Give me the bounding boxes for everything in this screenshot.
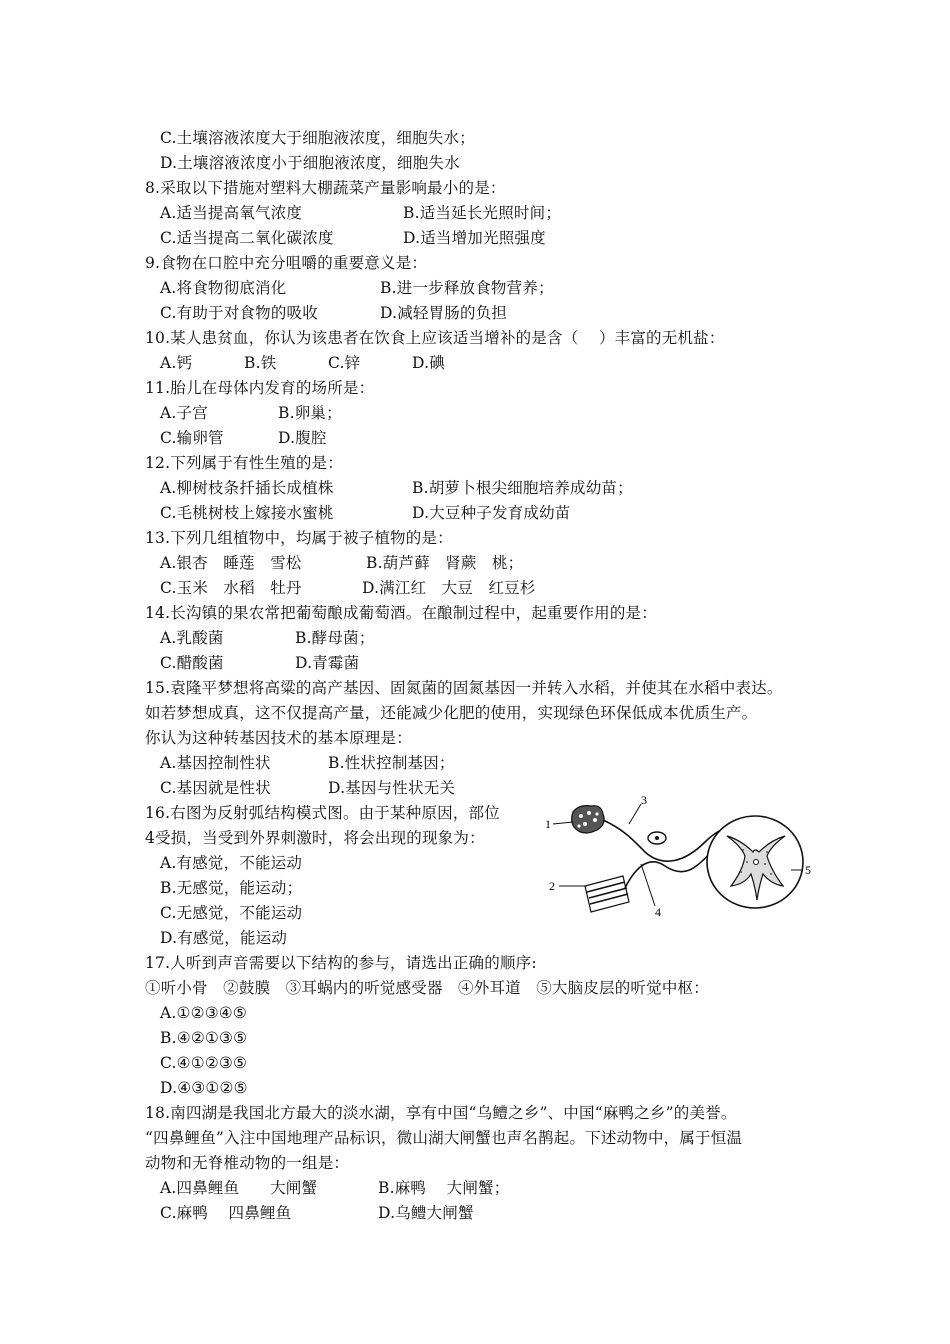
receptor-structure [572, 806, 604, 833]
q7-option-d: D.土壤溶液浓度小于细胞液浓度，细胞失水 [160, 154, 460, 172]
q15-option-a: A.基因控制性状 [160, 754, 271, 772]
q11-option-a: A.子宫 [160, 404, 208, 422]
q8-option-c: C.适当提高二氧化碳浓度 [160, 229, 334, 247]
q17-option-a: A.①②③④⑤ [160, 1004, 247, 1022]
q8-option-d: D.适当增加光照强度 [403, 229, 546, 247]
q13-option-d: D.满江红 大豆 红豆杉 [362, 579, 536, 597]
q9-option-a: A.将食物彻底消化 [160, 279, 287, 297]
q15-stem-line3: 你认为这种转基因技术的基本原理是： [145, 729, 412, 747]
q10-option-d: D.碘 [412, 354, 445, 372]
q13-option-c: C.玉米 水稻 牡丹 [160, 579, 302, 597]
q18-option-c: C.麻鸭 四鼻鲤鱼 [160, 1204, 292, 1222]
q16-stem-line1: 16.右图为反射弧结构模式图。由于某种原因，部位 [145, 804, 500, 822]
q11-option-c: C.输卵管 [160, 429, 224, 447]
q18-option-a: A.四鼻鲤鱼 大闸蟹 [160, 1179, 318, 1197]
q18-stem-line1: 18.南四湖是我国北方最大的淡水湖，享有中国“乌鳢之乡”、中国“麻鸭之乡”的美誉。 [145, 1104, 737, 1122]
q13-option-b: B.葫芦藓 肾蕨 桃； [366, 554, 524, 572]
spinal-cord [707, 816, 803, 908]
q14-option-b: B.酵母菌； [295, 629, 375, 647]
q18-option-b: B.麻鸭 大闸蟹； [378, 1179, 510, 1197]
effector-muscle [585, 876, 629, 912]
q8-option-b: B.适当延长光照时间； [403, 204, 562, 222]
q8-option-a: A.适当提高氧气浓度 [160, 204, 303, 222]
q12-stem: 12.下列属于有性生殖的是： [145, 454, 343, 472]
q18-stem-line2: “四鼻鲤鱼”入注中国地理产品标识，微山湖大闸蟹也声名鹊起。下述动物中，属于恒温 [145, 1129, 743, 1147]
label-1: 1 [545, 817, 551, 831]
q11-option-b: B.卵巢； [278, 404, 342, 422]
reflex-arc-diagram [545, 790, 815, 925]
q13-option-a: A.银杏 睡莲 雪松 [160, 554, 302, 572]
q10-option-c: C.锌 [328, 354, 361, 372]
q12-option-c: C.毛桃树枝上嫁接水蜜桃 [160, 504, 334, 522]
q16-option-d: D.有感觉，能运动 [160, 929, 288, 947]
q17-items: ①听小骨 ②鼓膜 ③耳蜗内的听觉感受器 ④外耳道 ⑤大脑皮层的听觉中枢： [145, 979, 709, 997]
q14-option-a: A.乳酸菌 [160, 629, 224, 647]
q10-option-b: B.铁 [244, 354, 277, 372]
q16-option-c: C.无感觉，不能运动 [160, 904, 303, 922]
label-5: 5 [805, 863, 811, 877]
q9-option-d: D.减轻胃肠的负担 [380, 304, 508, 322]
q12-option-b: B.胡萝卜根尖细胞培养成幼苗； [412, 479, 633, 497]
q9-option-c: C.有助于对食物的吸收 [160, 304, 318, 322]
q9-stem: 9.食物在口腔中充分咀嚼的重要意义是： [145, 254, 428, 272]
label-4: 4 [655, 905, 661, 919]
q10-stem: 10.某人患贫血，你认为该患者在饮食上应该适当增补的是含（ ）丰富的无机盐： [145, 329, 725, 347]
q14-stem: 14.长沟镇的果农常把葡萄酿成葡萄酒。在酿制过程中，起重要作用的是： [145, 604, 657, 622]
q7-option-c: C.土壤溶液浓度大于细胞液浓度，细胞失水； [160, 129, 475, 147]
q16-option-a: A.有感觉，不能运动 [160, 854, 303, 872]
q17-option-c: C.④①②③⑤ [160, 1054, 248, 1072]
q15-stem-line2: 如若梦想成真，这不仅提高产量，还能减少化肥的使用，实现绿色环保低成本优质生产。 [145, 704, 758, 722]
q16-stem-line2: 4受损，当受到外界刺激时，将会出现的现象为： [145, 829, 485, 847]
q15-option-b: B.性状控制基因； [328, 754, 455, 772]
q16-option-b: B.无感觉，能运动； [160, 879, 303, 897]
label-3: 3 [641, 793, 647, 807]
label-2: 2 [549, 879, 555, 893]
q17-option-b: B.④②①③⑤ [160, 1029, 248, 1047]
q17-option-d: D.④③①②⑤ [160, 1079, 248, 1097]
q8-stem: 8.采取以下措施对塑料大棚蔬菜产量影响最小的是： [145, 179, 506, 197]
q11-stem: 11.胎儿在母体内发育的场所是： [145, 379, 375, 397]
q14-option-c: C.醋酸菌 [160, 654, 224, 672]
q14-option-d: D.青霉菌 [295, 654, 360, 672]
q15-option-d: D.基因与性状无关 [328, 779, 456, 797]
q12-option-d: D.大豆种子发育成幼苗 [412, 504, 571, 522]
q17-stem: 17.人听到声音需要以下结构的参与，请选出正确的顺序: [145, 954, 537, 972]
q12-option-a: A.柳树枝条扦插长成植株 [160, 479, 334, 497]
q15-stem-line1: 15.袁隆平梦想将高粱的高产基因、固氮菌的固氮基因一并转入水稻，并使其在水稻中表达。 [145, 679, 783, 697]
q18-stem-line3: 动物和无脊椎动物的一组是： [145, 1154, 350, 1172]
q10-option-a: A.钙 [160, 354, 193, 372]
q13-stem: 13.下列几组植物中，均属于被子植物的是： [145, 529, 453, 547]
q11-option-d: D.腹腔 [278, 429, 327, 447]
q18-option-d: D.乌鳢大闸蟹 [378, 1204, 474, 1222]
q15-option-c: C.基因就是性状 [160, 779, 271, 797]
q9-option-b: B.进一步释放食物营养； [380, 279, 554, 297]
